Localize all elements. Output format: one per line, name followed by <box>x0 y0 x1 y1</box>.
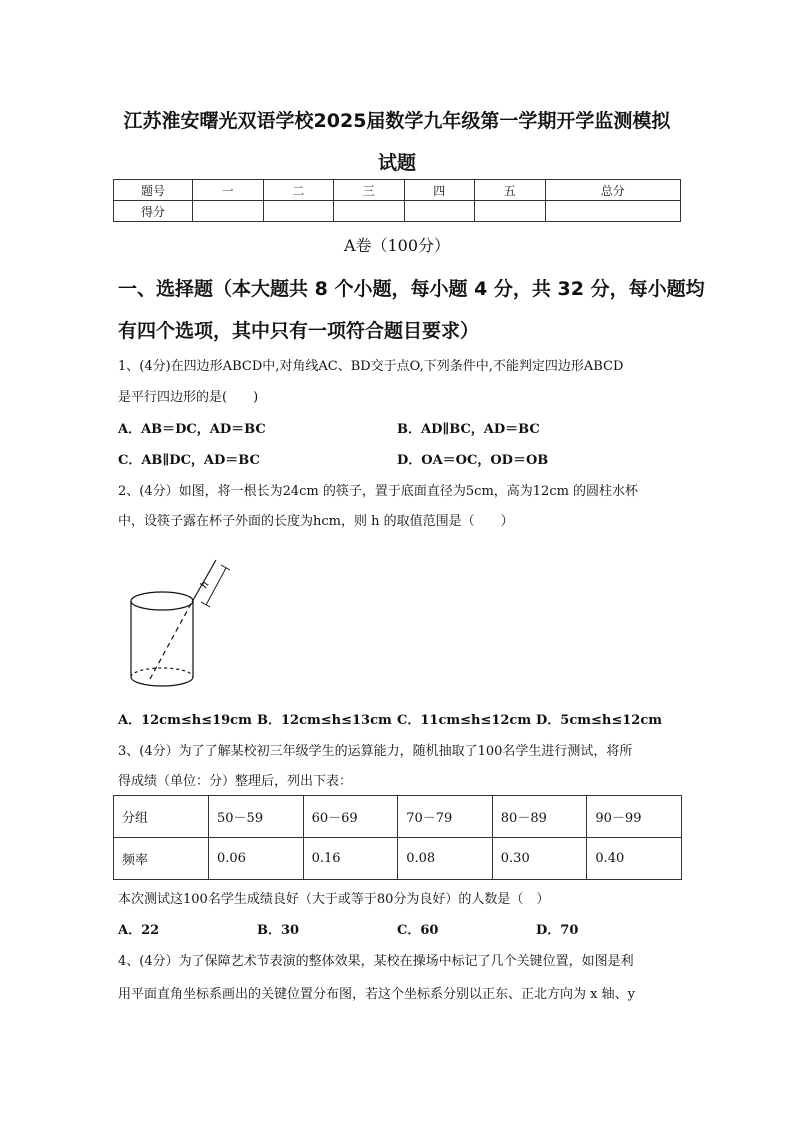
q2-option-b: B．12cm≤h≤13cm <box>257 713 392 728</box>
q1-option-b: B．AD∥BC，AD＝BC <box>397 422 540 437</box>
q4-stem-line2: 用平面直角坐标系画出的关键位置分布图，若这个坐标系分别以正东、正北方向为 x 轴、y <box>118 987 635 1002</box>
freq-value-cell: 0.16 <box>303 838 398 880</box>
q2-option-c: C．11cm≤h≤12cm <box>397 713 532 728</box>
freq-value-cell: 0.40 <box>587 838 682 880</box>
score-header-cell: 二 <box>263 180 334 201</box>
section1-heading-line1: 一、选择题（本大题共 8 个小题，每小题 4 分，共 32 分，每小题均 <box>118 278 705 300</box>
freq-value-cell: 0.08 <box>398 838 493 880</box>
h-label: h <box>198 579 212 591</box>
freq-header-cell: 80－89 <box>492 796 587 838</box>
score-header-cell: 总分 <box>545 180 681 201</box>
q2-stem-line2: 中，设筷子露在杯子外面的长度为hcm，则 h 的取值范围是（ ） <box>118 514 514 529</box>
freq-header-cell: 分组 <box>114 796 209 838</box>
freq-header-cell: 50－59 <box>209 796 304 838</box>
paper-a-heading: A卷（100分） <box>343 236 451 255</box>
q1-option-c: C．AB∥DC，AD＝BC <box>118 453 260 468</box>
cup-top-rim <box>131 592 193 610</box>
cup-bottom-front <box>131 677 193 686</box>
score-table-header-row <box>114 180 681 201</box>
cup-bottom-back <box>131 668 193 677</box>
h-dimension-tick-low <box>201 602 210 607</box>
score-row-label: 得分 <box>114 201 193 222</box>
score-cell[interactable] <box>193 201 264 222</box>
score-header-cell: 题号 <box>114 180 193 201</box>
q3-stem-line1: 3、(4分）为了了解某校初三年级学生的运算能力，随机抽取了100名学生进行测试，将所 <box>118 744 633 759</box>
q3-option-c: C．60 <box>397 923 439 938</box>
score-cell[interactable] <box>475 201 546 222</box>
q2-option-a: A．12cm≤h≤19cm <box>118 713 252 728</box>
section1-heading-line2: 有四个选项，其中只有一项符合题目要求） <box>118 320 480 342</box>
freq-value-cell: 0.06 <box>209 838 304 880</box>
score-table <box>113 179 681 222</box>
chopstick-inside <box>150 602 192 679</box>
frequency-table-header-row <box>114 796 682 838</box>
q1-stem-line2: 是平行四边形的是( ) <box>118 390 259 405</box>
score-header-cell: 五 <box>475 180 546 201</box>
freq-header-cell: 90－99 <box>587 796 682 838</box>
q1-option-d: D．OA＝OC，OD＝OB <box>397 453 549 468</box>
score-cell[interactable] <box>404 201 475 222</box>
q3-option-a: A．22 <box>118 923 160 938</box>
freq-header-cell: 60－69 <box>303 796 398 838</box>
q3-stem-line3: 本次测试这100名学生成绩良好（大于或等于80分为良好）的人数是（ ） <box>118 892 550 907</box>
q3-option-d: D．70 <box>536 923 579 938</box>
score-cell[interactable] <box>263 201 334 222</box>
q1-stem-line1: 1、(4分)在四边形ABCD中,对角线AC、BD交于点O,下列条件中,不能判定四边形ABCD <box>118 359 624 374</box>
exam-title-line1: 江苏淮安曙光双语学校2025届数学九年级第一学期开学监测模拟 <box>123 110 671 132</box>
score-cell[interactable] <box>545 201 681 222</box>
q3-stem-line2: 得成绩（单位：分）整理后，列出下表： <box>118 774 353 789</box>
score-header-cell: 一 <box>193 180 264 201</box>
q1-option-a: A．AB＝DC，AD＝BC <box>118 422 266 437</box>
freq-value-cell: 0.30 <box>492 838 587 880</box>
score-header-cell: 三 <box>334 180 405 201</box>
cylinder-chopstick-figure <box>120 555 240 695</box>
frequency-table <box>113 795 682 880</box>
q4-stem-line1: 4、(4分）为了保障艺术节表演的整体效果，某校在操场中标记了几个关键位置，如图是利 <box>118 954 634 969</box>
q2-stem-line1: 2、(4分）如图，将一根长为24cm 的筷子，置于底面直径为5cm，高为12cm 的圆柱水杯 <box>118 484 639 499</box>
score-cell[interactable] <box>334 201 405 222</box>
frequency-table-value-row <box>114 838 682 880</box>
freq-value-cell: 频率 <box>114 838 209 880</box>
score-table-score-row <box>114 201 681 222</box>
exam-title-line2: 试题 <box>377 152 416 174</box>
q2-option-d: D．5cm≤h≤12cm <box>536 713 662 728</box>
score-header-cell: 四 <box>404 180 475 201</box>
q3-option-b: B．30 <box>257 923 300 938</box>
freq-header-cell: 70－79 <box>398 796 493 838</box>
